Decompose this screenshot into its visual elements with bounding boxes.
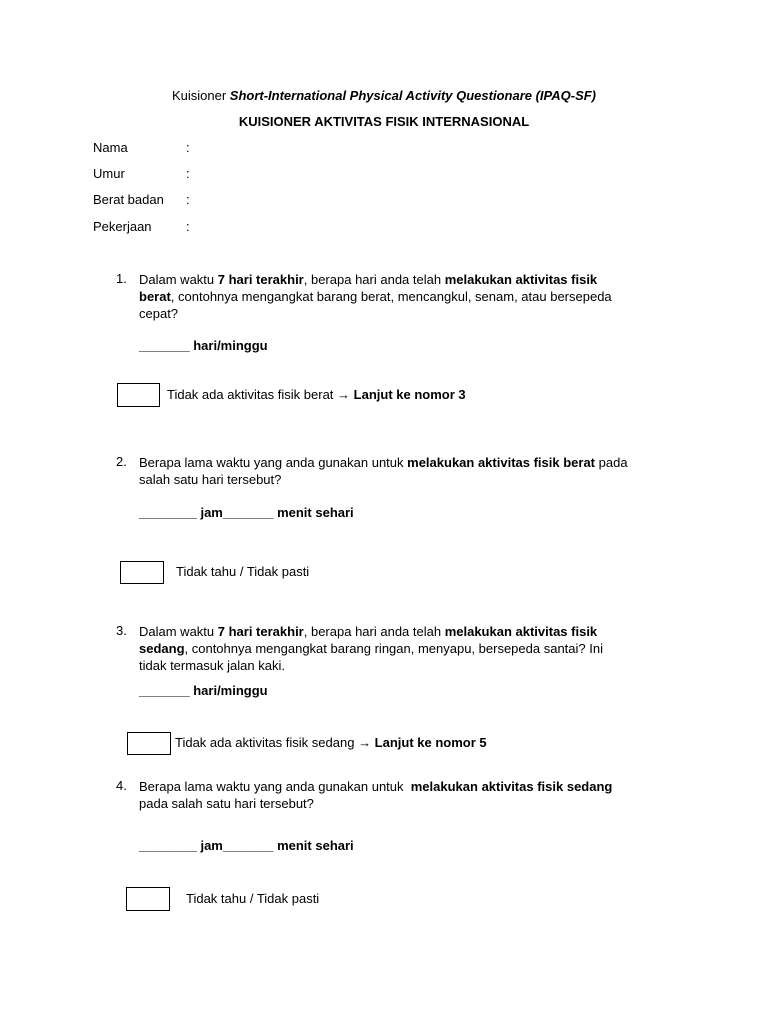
question-1-answer-blank[interactable]: _______ hari/minggu (139, 338, 268, 353)
subtitle-emphasis: Short-International Physical Activity Questionare (IPAQ-SF) (229, 88, 597, 103)
q2-unsure-checkbox[interactable] (120, 561, 164, 584)
field-label-nama: Nama (93, 140, 128, 155)
field-label-umur: Umur (93, 166, 125, 181)
q1-no-activity-checkbox[interactable] (117, 383, 160, 407)
question-3-number: 3. (116, 623, 127, 638)
q3-no-activity-checkbox[interactable] (127, 732, 171, 755)
page-title (0, 114, 768, 129)
question-1-number: 1. (116, 271, 127, 286)
question-1-line-1: Dalam waktu 7 hari terakhir, berapa hari anda telah melakukan aktivitas fisik (139, 272, 598, 287)
question-4-line-1: Berapa lama waktu yang anda gunakan untuk melakukan aktivitas fisik sedang (139, 779, 613, 794)
question-2-line-2: salah satu hari tersebut? (139, 472, 282, 487)
q2-unsure-option: Tidak tahu / Tidak pasti (176, 564, 310, 579)
question-3-line-1: Dalam waktu 7 hari terakhir, berapa hari anda telah melakukan aktivitas fisik (139, 624, 598, 639)
q4-unsure-option: Tidak tahu / Tidak pasti (186, 891, 320, 906)
arrow-right-icon: → (358, 735, 372, 750)
question-4-line-2: pada salah satu hari tersebut? (139, 796, 314, 811)
question-2-line-1: Berapa lama waktu yang anda gunakan untuk melakukan aktivitas fisik berat pada (139, 455, 628, 470)
question-3-answer-blank[interactable]: _______ hari/minggu (139, 683, 268, 698)
field-separator: : (186, 166, 190, 181)
page-title-text: KUISIONER AKTIVITAS FISIK INTERNASIONAL (238, 114, 530, 129)
field-separator: : (186, 219, 190, 234)
field-separator: : (186, 192, 190, 207)
field-separator: : (186, 140, 190, 155)
form-subtitle (0, 88, 768, 103)
question-1-line-2: berat, contohnya mengangkat barang berat, mencangkul, senam, atau bersepeda (139, 289, 612, 304)
q4-unsure-checkbox[interactable] (126, 887, 170, 911)
question-1-line-3: cepat? (139, 306, 179, 321)
question-2-answer-blank[interactable]: ________ jam_______ menit sehari (139, 505, 354, 520)
question-2-number: 2. (116, 454, 127, 469)
field-label-berat-badan: Berat badan (93, 192, 164, 207)
q3-no-activity-option: Tidak ada aktivitas fisik sedang → Lanjut ke nomor 5 (175, 735, 487, 750)
question-3-line-3: tidak termasuk jalan kaki. (139, 658, 285, 673)
subtitle-prefix: Kuisioner (171, 88, 230, 103)
question-3-line-2: sedang, contohnya mengangkat barang ringan, menyapu, bersepeda santai? Ini (139, 641, 603, 656)
arrow-right-icon: → (337, 387, 351, 402)
field-label-pekerjaan: Pekerjaan (93, 219, 152, 234)
q1-no-activity-option: Tidak ada aktivitas fisik berat → Lanjut ke nomor 3 (167, 387, 466, 402)
question-4-number: 4. (116, 778, 127, 793)
question-4-answer-blank[interactable]: ________ jam_______ menit sehari (139, 838, 354, 853)
